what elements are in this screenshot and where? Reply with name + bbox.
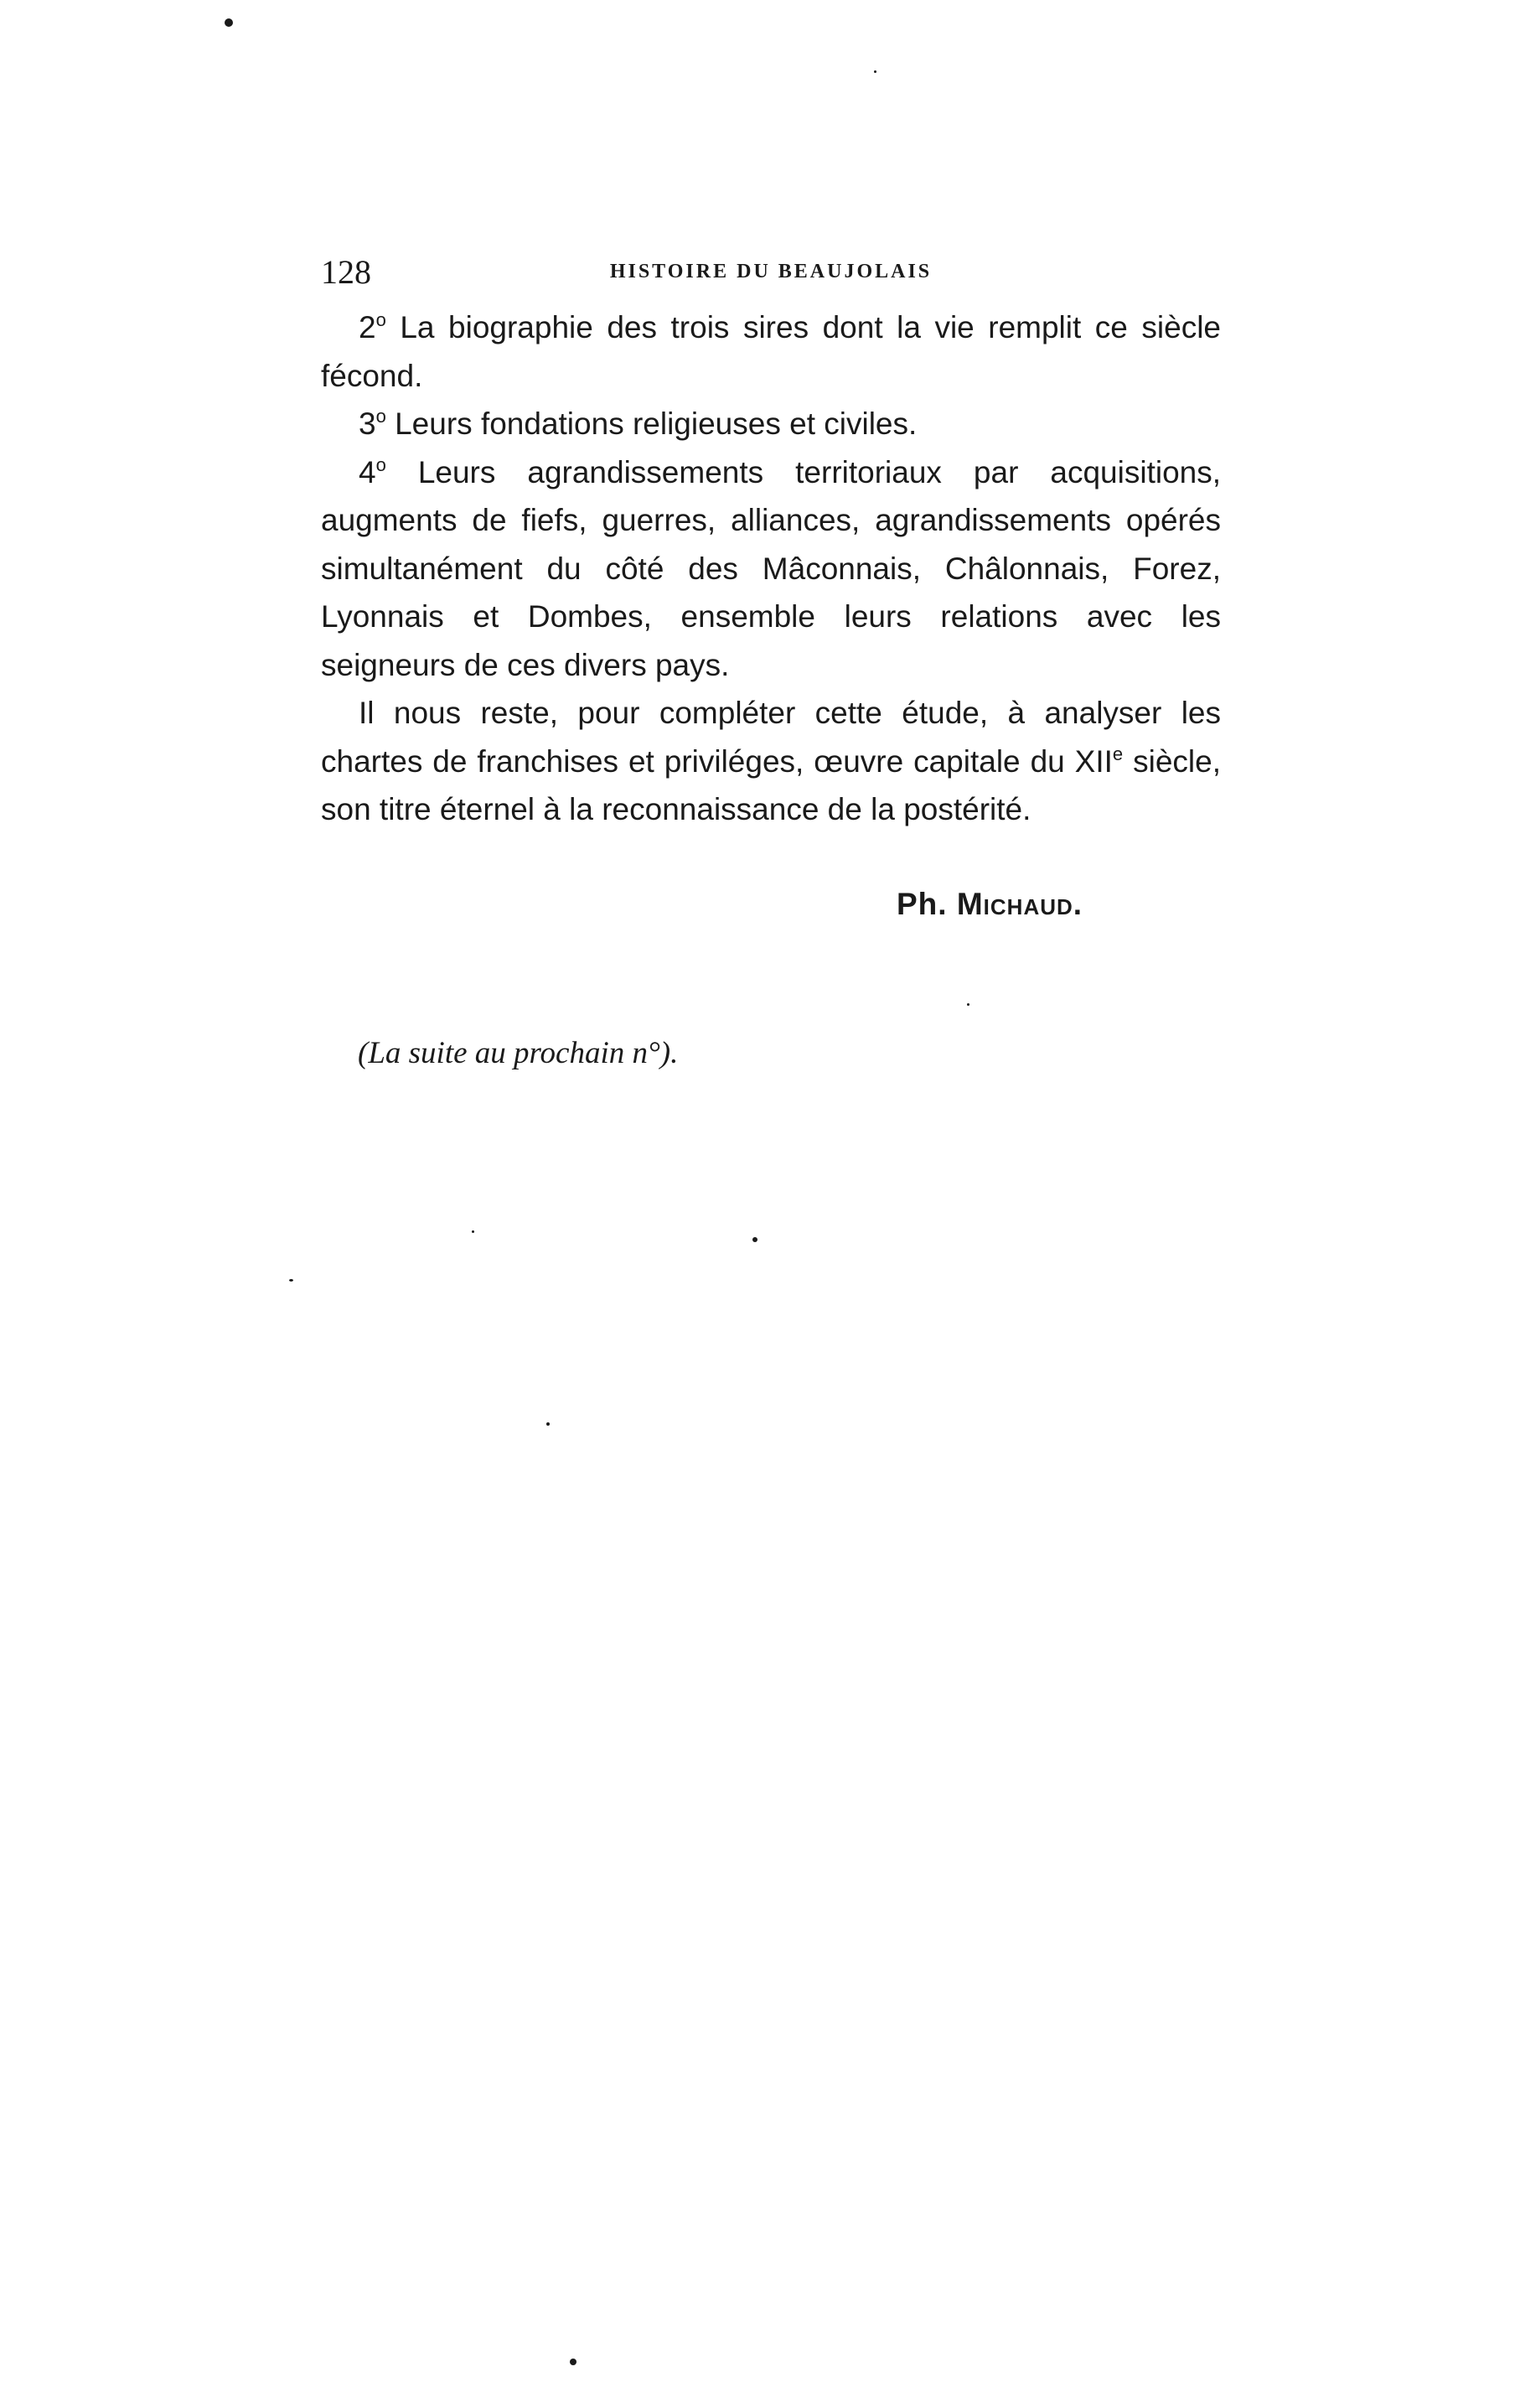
- page-number: 128: [321, 253, 371, 291]
- running-title: HISTOIRE DU BEAUJOLAIS: [609, 261, 933, 282]
- scan-speck: [472, 1230, 474, 1233]
- scan-speck: [874, 70, 876, 73]
- scan-speck: [546, 1422, 550, 1426]
- author-first-name: Ph.: [897, 887, 957, 921]
- body-text: [321, 303, 1221, 834]
- page-header: [321, 251, 1221, 293]
- paragraph-item-4: 4$^o$ Leurs agrandissements territoriaux par acquisitions, augments de fiefs, guerres, alliances, agrandissements opérés simultanément du côté des Mâconnais, Châlonnais, Forez, Lyonnais et Dombes, ensemble leurs relations avec les seigneurs de ces divers pays.: [321, 453, 1221, 682]
- scan-speck: [570, 2359, 576, 2365]
- scan-speck: [967, 1003, 969, 1006]
- continuation-note: (La suite au prochain n°).: [358, 1036, 679, 1070]
- scan-speck: [289, 1279, 293, 1282]
- paragraph-conclusion: Il nous reste, pour compléter cette étude, à analyser les chartes de franchises et priviléges, œuvre capitale du XIIe siècle, son titre éternel à la reconnaissance de la postérité.: [321, 696, 1221, 826]
- paragraph-item-2: 2$^o$ La biographie des trois sires dont la vie remplit ce siècle fécond.: [321, 309, 1221, 393]
- author-signature: [897, 883, 1083, 925]
- scan-speck: [225, 18, 233, 27]
- scan-speck: [752, 1237, 757, 1242]
- paragraph-item-3: 3$^o$ Leurs fondations religieuses et civiles.: [359, 406, 918, 441]
- author-surname: Michaud.: [956, 887, 1083, 921]
